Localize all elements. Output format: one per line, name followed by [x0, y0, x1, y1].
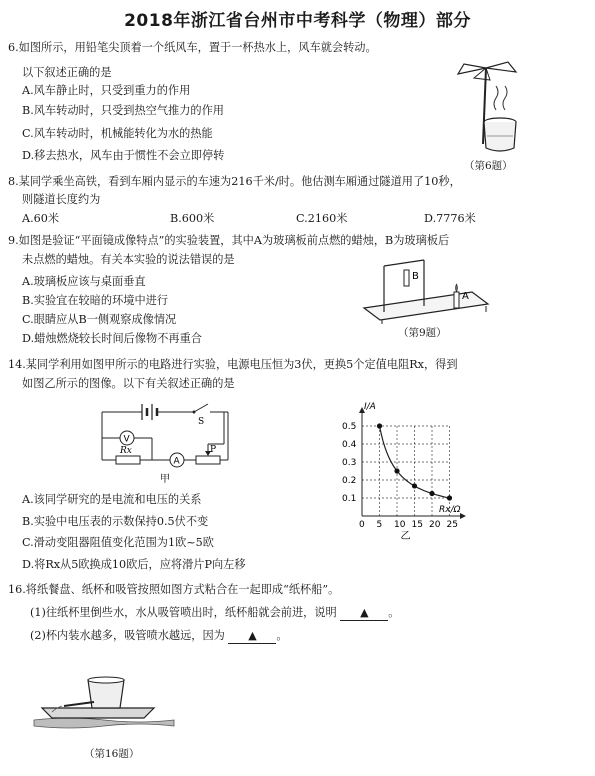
ammeter-label: A	[173, 456, 180, 467]
q6-option-c[interactable]: C.风车转动时，机械能转化为水的热能	[22, 127, 213, 140]
y-tick-label: 0.2	[342, 476, 357, 486]
q9-option-d[interactable]: D.蜡烛燃烧较长时间后像物不再重合	[22, 332, 202, 345]
x-tick-label: 10	[394, 520, 406, 530]
current-resistance-graph	[340, 402, 470, 542]
graph-caption: 乙	[400, 531, 411, 542]
answer-triangle-icon: ▲	[360, 606, 369, 619]
y-axis-label: I/A	[364, 402, 376, 412]
x-tick-label: 5	[376, 520, 383, 530]
q14-option-d[interactable]: D.将Rx从5欧换成10欧后，应将滑片P向左移	[22, 558, 246, 571]
q8-option-a[interactable]: A.60米	[22, 212, 60, 225]
q6-stem: 6.如图所示，用铅笔尖顶着一个纸风车，置于一杯热水上，风车就会转动。	[8, 41, 377, 54]
q6-prompt: 以下叙述正确的是	[22, 66, 112, 79]
y-tick-label: 0.4	[342, 440, 357, 450]
q8-option-c[interactable]: C.2160米	[296, 212, 348, 225]
switch-label: S	[198, 417, 205, 427]
circuit-caption: 甲	[160, 474, 170, 485]
q16-sub1-text: (1)往纸杯里倒些水，水从吸管喷出时，纸杯船就会前进，说明	[30, 606, 337, 619]
q16-sub1: (1)往纸杯里倒些水，水从吸管喷出时，纸杯船就会前进，说明 ▲ 。	[30, 606, 400, 619]
data-point	[429, 491, 434, 496]
q14-option-b[interactable]: B.实验中电压表的示数保持0.5伏不变	[22, 515, 209, 528]
candle-b-label: B	[412, 271, 419, 282]
data-point	[412, 483, 417, 488]
x-tick-label: 15	[411, 520, 423, 530]
q9-caption: （第9题）	[398, 327, 447, 339]
q9-option-c[interactable]: C.眼睛应从B一侧观察成像情况	[22, 313, 177, 326]
candle-a-label: A	[462, 291, 469, 302]
q14-option-a[interactable]: A.该同学研究的是电流和电压的关系	[22, 493, 202, 506]
q16-sub2-answer-blank[interactable]	[228, 629, 276, 644]
x-axis-arrow	[460, 513, 466, 519]
q8-option-b[interactable]: B.600米	[170, 212, 215, 225]
x-axis-label: Rx/Ω	[439, 505, 461, 515]
q16-sub2: (2)杯内装水越多，吸管喷水越远，因为 ▲ 。	[30, 629, 288, 642]
q14-stem-2: 如图乙所示的图像。以下有关叙述正确的是	[22, 377, 235, 390]
data-point	[394, 468, 399, 473]
q8-stem: 8.某同学乘坐高铁，看到车厢内显示的车速为216千米/时。他估测车厢通过隧道用了10秒，	[8, 175, 461, 188]
q14-option-c[interactable]: C.滑动变阻器阻值变化范围为1欧~5欧	[22, 536, 214, 549]
pinwheel-figure	[450, 56, 530, 156]
q6-option-a[interactable]: A.风车静止时，只受到重力的作用	[22, 84, 191, 97]
q6-caption: （第6题）	[464, 160, 513, 172]
q16-stem: 16.将纸餐盘、纸杯和吸管按照如图方式粘合在一起即成“纸杯船”。	[8, 583, 340, 596]
y-tick-label: 0.5	[342, 422, 357, 432]
q9-stem: 9.如图是验证“平面镜成像特点”的实验装置，其中A为玻璃板前点燃的蜡烛，B为玻璃板后	[8, 234, 450, 247]
data-point	[447, 495, 452, 500]
q8-option-d[interactable]: D.7776米	[424, 212, 476, 225]
x-tick-label: 0	[359, 520, 365, 530]
y-tick-label: 0.1	[342, 494, 357, 504]
answer-triangle-icon: ▲	[248, 629, 257, 642]
q16-sub2-text: (2)杯内装水越多，吸管喷水越远，因为	[30, 629, 225, 642]
x-tick-label: 25	[446, 520, 458, 530]
q16-sub1-answer-blank[interactable]	[340, 606, 388, 621]
voltmeter-label: V	[123, 434, 130, 445]
q16-caption: （第16题）	[84, 748, 140, 760]
resistor-label: Rx	[120, 446, 132, 456]
q14-stem: 14.某同学利用如图甲所示的电路进行实验，电源电压恒为3伏，更换5个定值电阻Rx，得到	[8, 358, 458, 371]
x-tick-label: 20	[429, 520, 441, 530]
paper-cup-boat-figure	[34, 672, 174, 742]
data-point	[377, 423, 382, 428]
q9-stem-2: 未点燃的蜡烛。有关本实验的说法错误的是	[22, 253, 235, 266]
q6-option-d[interactable]: D.移去热水，风车由于惯性不会立即停转	[22, 149, 225, 162]
mirror-experiment-figure	[362, 256, 492, 326]
slider-label: P	[210, 445, 217, 455]
circuit-diagram	[96, 400, 236, 490]
y-tick-label: 0.3	[342, 458, 357, 468]
q9-option-b[interactable]: B.实验宜在较暗的环境中进行	[22, 294, 169, 307]
q6-option-b[interactable]: B.风车转动时，只受到热空气推力的作用	[22, 104, 224, 117]
q8-stem-2: 则隧道长度约为	[22, 193, 101, 206]
q9-option-a[interactable]: A.玻璃板应该与桌面垂直	[22, 275, 146, 288]
page-title: 2018年浙江省台州市中考科学（物理）部分	[124, 11, 471, 31]
